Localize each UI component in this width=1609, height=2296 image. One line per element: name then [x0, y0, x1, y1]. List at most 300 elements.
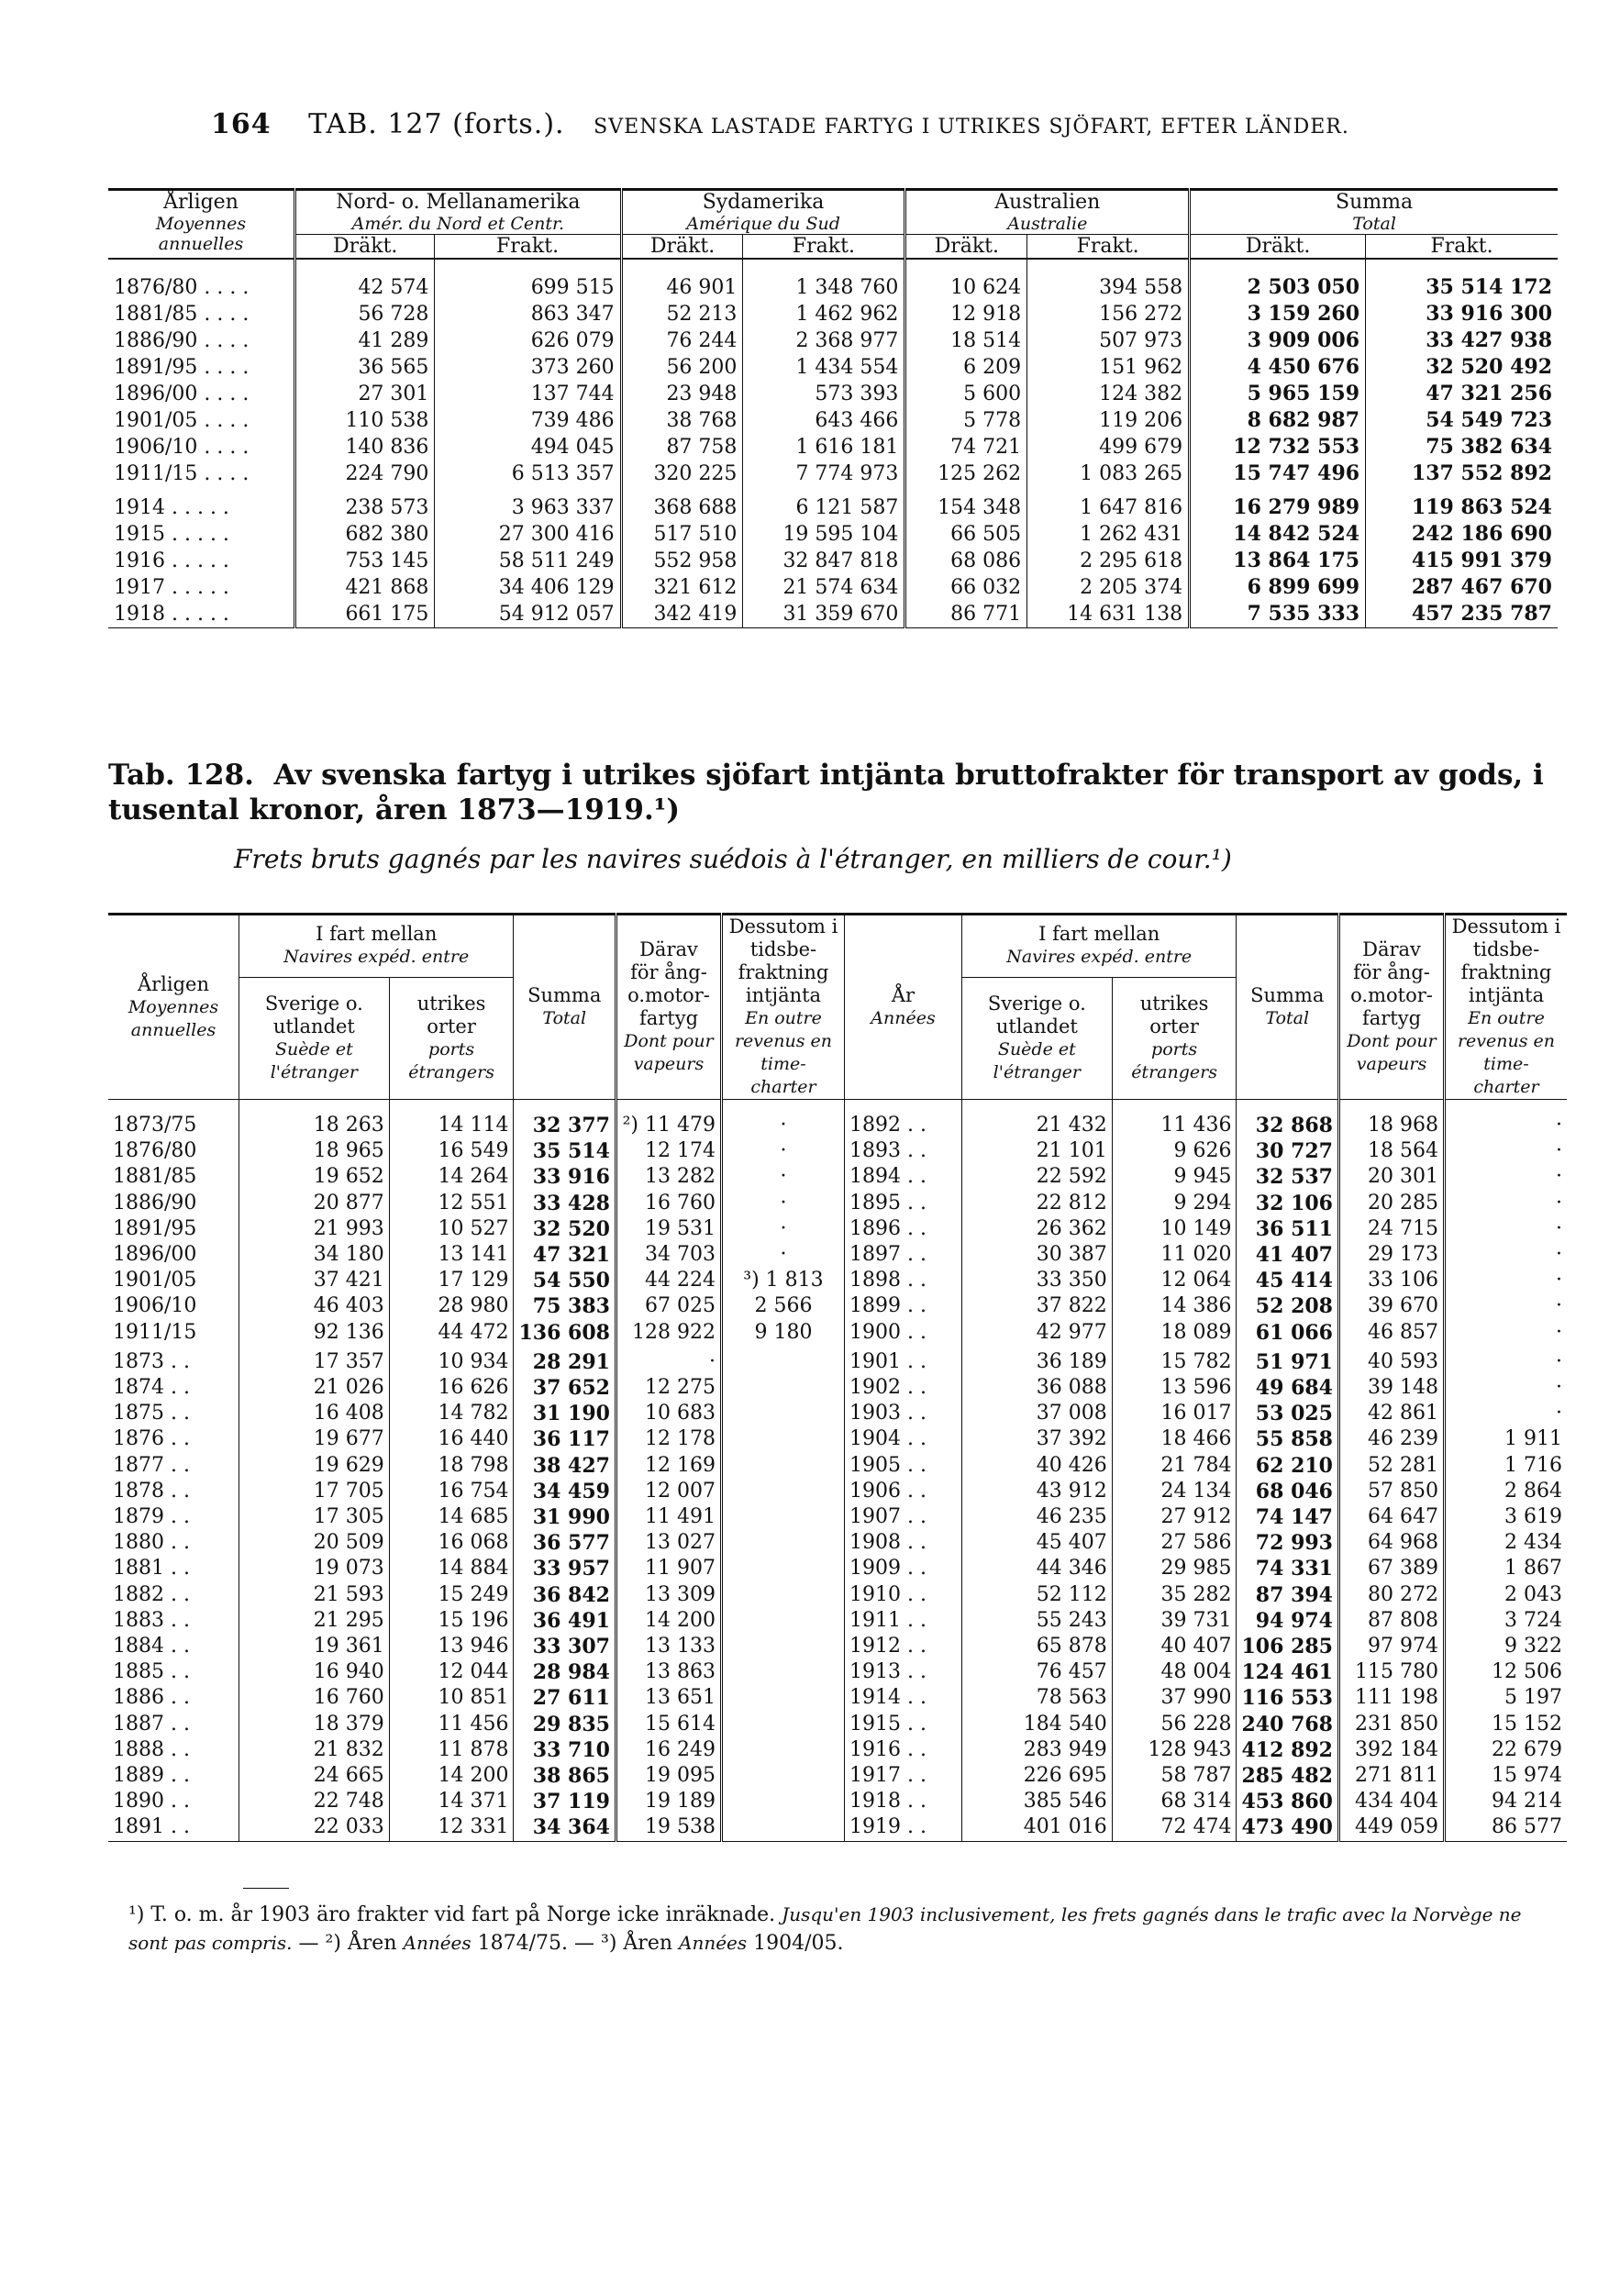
table-row [108, 1582, 1567, 1608]
cell-value: 94 214 [1445, 1789, 1568, 1814]
cell-value: 128 943 [1112, 1737, 1237, 1763]
cell-value: 56 228 [1112, 1712, 1237, 1737]
cell-value: · [1445, 1242, 1568, 1268]
table-row [108, 1556, 1567, 1581]
group-header-0: Nord- o. Mellanamerika Amér. du Nord et Centr. [295, 190, 622, 235]
cell-value: 31 190 [514, 1401, 616, 1426]
table-row [108, 1608, 1567, 1634]
cell-value: 23 948 [621, 381, 743, 407]
col-summa-header-right: Summa Total [1237, 915, 1339, 1100]
col-year-header-left: Årligen Moyennes annuelles [108, 915, 239, 1100]
cell-value: 29 173 [1339, 1242, 1445, 1268]
cell-value: 285 482 [1237, 1763, 1339, 1789]
cell-value: 17 357 [239, 1349, 390, 1375]
cell-value: 27 300 416 [435, 521, 621, 548]
cell-value [721, 1582, 844, 1608]
cell-value: 154 348 [905, 494, 1027, 521]
row-year: 1886 . . [113, 1686, 190, 1710]
row-year: 1876/80 [113, 1139, 197, 1163]
cell-value: 20 877 [239, 1191, 390, 1216]
cell-value: 36 511 [1237, 1216, 1339, 1242]
footnote-1: ¹) T. o. m. år 1903 äro frakter vid fart på Norge icke inräknade. [128, 1903, 776, 1926]
cell-value: 453 860 [1237, 1789, 1339, 1814]
cell-value: 373 260 [435, 354, 621, 381]
cell-value: 111 198 [1339, 1685, 1445, 1711]
cell-value: 13 651 [616, 1685, 721, 1711]
cell-value: 2 205 374 [1027, 574, 1190, 601]
cell-value: 32 106 [1237, 1191, 1339, 1216]
row-year: 1906/10 [113, 1294, 197, 1318]
cell-value [721, 1504, 844, 1530]
cell-value: 38 865 [514, 1763, 616, 1789]
col-year-header: Årligen Moyennes annuelles [108, 190, 295, 260]
cell-value: 37 421 [239, 1268, 390, 1293]
cell-value: 2 295 618 [1027, 548, 1190, 574]
running-header [211, 108, 1349, 140]
cell-value: 231 850 [1339, 1712, 1445, 1737]
cell-value: 12 044 [389, 1659, 514, 1685]
cell-value: 33 428 [514, 1191, 616, 1216]
row-year: 1912 . . [844, 1634, 961, 1659]
cell-value: 36 491 [514, 1608, 616, 1634]
cell-value: · [721, 1113, 844, 1138]
cell-value: 65 878 [961, 1634, 1112, 1659]
row-year: 1873/75 [113, 1114, 197, 1137]
cell-value: 449 059 [1339, 1814, 1445, 1841]
cell-value: 6 899 699 [1190, 574, 1366, 601]
cell-value: · [721, 1138, 844, 1164]
row-year: 1903 . . [844, 1401, 961, 1426]
table-row [108, 1659, 1567, 1685]
cell-value: · [1445, 1138, 1568, 1164]
cell-value: 18 089 [1112, 1320, 1237, 1349]
cell-value: 33 710 [514, 1737, 616, 1763]
cell-value: 1 434 554 [743, 354, 905, 381]
cell-value [721, 1608, 844, 1634]
cell-value: 30 727 [1237, 1138, 1339, 1164]
cell-value: 16 760 [616, 1191, 721, 1216]
cell-value: 184 540 [961, 1712, 1112, 1737]
row-year: 1900 . . [844, 1320, 961, 1349]
cell-value: 394 558 [1027, 274, 1190, 301]
cell-value: 16 754 [389, 1479, 514, 1504]
row-year: 1914 . . . . . [114, 496, 229, 519]
cell-value: 75 383 [514, 1293, 616, 1319]
table-128-title: Tab. 128. Av svenska fartyg i utrikes sjöfart intjänta bruttofrakter för transport av gods, i tusental kronor, åren 1873—1919.¹) [108, 759, 1544, 826]
footnote-2: — ²) Åren [298, 1932, 397, 1955]
cell-value: 18 968 [1339, 1113, 1445, 1138]
cell-value: 13 863 [616, 1659, 721, 1685]
cell-value [721, 1530, 844, 1556]
row-year: 1891/95 . . . . [114, 356, 250, 379]
cell-value: 21 593 [239, 1582, 390, 1608]
cell-value: 26 362 [961, 1216, 1112, 1242]
cell-value: 24 134 [1112, 1479, 1237, 1504]
col-utrikes-header-left: utrikes orter ports étrangers [389, 977, 514, 1099]
cell-value: 21 295 [239, 1608, 390, 1634]
cell-value: 19 595 104 [743, 521, 905, 548]
cell-value: 80 272 [1339, 1582, 1445, 1608]
cell-value: 52 281 [1339, 1453, 1445, 1479]
cell-value: 3 159 260 [1190, 301, 1366, 327]
row-year: 1885 . . [113, 1660, 190, 1684]
cell-value [721, 1426, 844, 1452]
cell-value: 2 503 050 [1190, 274, 1366, 301]
col-dessutom-header-left: Dessutom i tidsbe- fraktning intjänta En outre revenus en time-charter [721, 915, 844, 1100]
cell-value: 10 934 [389, 1349, 514, 1375]
cell-value: 14 685 [389, 1504, 514, 1530]
cell-value: 14 631 138 [1027, 601, 1190, 628]
row-year: 1907 . . [844, 1504, 961, 1530]
cell-value: 21 101 [961, 1138, 1112, 1164]
cell-value: 62 210 [1237, 1453, 1339, 1479]
cell-value: 19 095 [616, 1763, 721, 1789]
row-year: 1917 . . . . . [114, 576, 229, 599]
cell-value: 137 552 892 [1366, 460, 1558, 494]
cell-value: 242 186 690 [1366, 521, 1558, 548]
cell-value: 1 647 816 [1027, 494, 1190, 521]
cell-value: 36 189 [961, 1349, 1112, 1375]
row-year: 1906/10 . . . . [114, 436, 250, 459]
table-row [108, 1685, 1567, 1711]
cell-value: 13 282 [616, 1164, 721, 1190]
cell-value: 434 404 [1339, 1789, 1445, 1814]
cell-value: 16 408 [239, 1401, 390, 1426]
col-frakt: Frakt. [1027, 235, 1190, 260]
cell-value: 42 861 [1339, 1401, 1445, 1426]
table-128 [108, 913, 1567, 1842]
cell-value: 116 553 [1237, 1685, 1339, 1711]
cell-value: 3 724 [1445, 1608, 1568, 1634]
cell-value: 119 863 524 [1366, 494, 1558, 521]
cell-value: 46 901 [621, 274, 743, 301]
cell-value: 19 538 [616, 1814, 721, 1841]
cell-value: 385 546 [961, 1789, 1112, 1814]
cell-value: 46 403 [239, 1293, 390, 1319]
cell-value: 15 974 [1445, 1763, 1568, 1789]
cell-value: 37 822 [961, 1293, 1112, 1319]
row-year: 1893 . . [844, 1138, 961, 1164]
cell-value: 32 520 492 [1366, 354, 1558, 381]
cell-value: 40 407 [1112, 1634, 1237, 1659]
cell-value [721, 1737, 844, 1763]
cell-value: 16 549 [389, 1138, 514, 1164]
cell-value: 68 314 [1112, 1789, 1237, 1814]
cell-value: 37 119 [514, 1789, 616, 1814]
row-year: 1894 . . [844, 1164, 961, 1190]
cell-value: 87 808 [1339, 1608, 1445, 1634]
cell-value: 39 670 [1339, 1293, 1445, 1319]
group-header-1: Sydamerika Amérique du Sud [621, 190, 905, 235]
row-year: 1891 . . [113, 1815, 190, 1839]
cell-value: 124 461 [1237, 1659, 1339, 1685]
cell-value: 45 407 [961, 1530, 1112, 1556]
cell-value: 401 016 [961, 1814, 1112, 1841]
cell-value: 27 301 [295, 381, 435, 407]
cell-value: 46 857 [1339, 1320, 1445, 1349]
row-year: 1906 . . [844, 1479, 961, 1504]
row-year: 1873 . . [113, 1349, 190, 1373]
cell-value: 29 985 [1112, 1556, 1237, 1581]
cell-value: 33 957 [514, 1556, 616, 1581]
cell-value: 41 289 [295, 327, 435, 354]
cell-value: · [1445, 1268, 1568, 1293]
cell-value: 14 884 [389, 1556, 514, 1581]
col-sverige-header-left: Sverige o. utlandet Suède et l'étranger [239, 977, 390, 1099]
cell-value: 140 836 [295, 434, 435, 460]
cell-value: 39 731 [1112, 1608, 1237, 1634]
table-row [108, 1426, 1567, 1452]
cell-value: 47 321 [514, 1242, 616, 1268]
cell-value: 13 133 [616, 1634, 721, 1659]
cell-value [721, 1401, 844, 1426]
cell-value: 36 117 [514, 1426, 616, 1452]
col-dessutom-header-right: Dessutom i tidsbe- fraktning intjänta En outre revenus en time-charter [1445, 915, 1568, 1100]
table-row [108, 381, 1558, 407]
row-year: 1911/15 . . . . [114, 462, 250, 485]
cell-value: 739 486 [435, 407, 621, 434]
cell-value: 20 301 [1339, 1164, 1445, 1190]
footnote-1-fr: Jusqu'en 1903 inclusivement, les frets gagnés dans le trafic avec la Norvège ne sont pas compris. [128, 1903, 1522, 1954]
cell-value: 9 294 [1112, 1191, 1237, 1216]
cell-value: 9 945 [1112, 1164, 1237, 1190]
row-year: 1891/95 [113, 1216, 197, 1240]
row-year: 1918 . . [844, 1789, 961, 1814]
row-year: 1916 . . [844, 1737, 961, 1763]
cell-value: 19 629 [239, 1453, 390, 1479]
cell-value: 34 180 [239, 1242, 390, 1268]
table-row [108, 460, 1558, 494]
cell-value: · [1445, 1113, 1568, 1138]
cell-value: 30 387 [961, 1242, 1112, 1268]
cell-value: 92 136 [239, 1320, 390, 1349]
cell-value: 24 715 [1339, 1216, 1445, 1242]
cell-value: 106 285 [1237, 1634, 1339, 1659]
table-row [108, 1242, 1567, 1268]
group-header-2: Australien Australie [905, 190, 1190, 235]
row-year: 1911/15 [113, 1320, 197, 1344]
cell-value: 74 331 [1237, 1556, 1339, 1581]
cell-value: 97 974 [1339, 1634, 1445, 1659]
cell-value: 240 768 [1237, 1712, 1339, 1737]
cell-value: 19 652 [239, 1164, 390, 1190]
row-year: 1901/05 [113, 1269, 197, 1292]
table-row [108, 301, 1558, 327]
cell-value: 86 771 [905, 601, 1027, 628]
col-drakt: Dräkt. [295, 235, 435, 260]
cell-value: 40 426 [961, 1453, 1112, 1479]
table-row [108, 1479, 1567, 1504]
cell-value: 49 684 [1237, 1375, 1339, 1401]
cell-value: 12 169 [616, 1453, 721, 1479]
cell-value: 136 608 [514, 1320, 616, 1349]
cell-value: 67 025 [616, 1293, 721, 1319]
row-year: 1895 . . [844, 1191, 961, 1216]
row-year: 1918 . . . . . [114, 603, 229, 626]
cell-value: 44 346 [961, 1556, 1112, 1581]
cell-value: 287 467 670 [1366, 574, 1558, 601]
row-year: 1892 . . [844, 1113, 961, 1138]
row-year: 1888 . . [113, 1737, 190, 1761]
cell-value: 3 909 006 [1190, 327, 1366, 354]
table-row [108, 1712, 1567, 1737]
cell-value: 18 514 [905, 327, 1027, 354]
cell-value: 2 864 [1445, 1479, 1568, 1504]
cell-value: 457 235 787 [1366, 601, 1558, 628]
cell-value: 119 206 [1027, 407, 1190, 434]
cell-value: 2 566 [721, 1293, 844, 1319]
row-year: 1910 . . [844, 1582, 961, 1608]
row-year: 1879 . . [113, 1505, 190, 1529]
cell-value: 33 427 938 [1366, 327, 1558, 354]
cell-value: 16 068 [389, 1530, 514, 1556]
cell-value: 24 665 [239, 1763, 390, 1789]
cell-value: 32 377 [514, 1113, 616, 1138]
cell-value: · [1445, 1320, 1568, 1349]
cell-value: 12 007 [616, 1479, 721, 1504]
cell-value: 33 916 300 [1366, 301, 1558, 327]
row-year: 1883 . . [113, 1608, 190, 1632]
row-year: 1876/80 . . . . [114, 276, 250, 299]
row-year: 1877 . . [113, 1453, 190, 1477]
cell-value: 661 175 [295, 601, 435, 628]
col-ar-header: År Années [844, 915, 961, 1100]
cell-value: 36 088 [961, 1375, 1112, 1401]
cell-value: 10 851 [389, 1685, 514, 1711]
cell-value: ²) 11 479 [616, 1113, 721, 1138]
cell-value: 1 867 [1445, 1556, 1568, 1581]
cell-value: 552 958 [621, 548, 743, 574]
cell-value: 72 993 [1237, 1530, 1339, 1556]
cell-value: 7 535 333 [1190, 601, 1366, 628]
row-year: 1886/90 . . . . [114, 329, 250, 352]
row-year: 1919 . . [844, 1814, 961, 1841]
row-year: 1890 . . [113, 1790, 190, 1814]
row-year: 1916 . . . . . [114, 549, 229, 572]
subheader-row [108, 235, 1558, 260]
cell-value: 6 121 587 [743, 494, 905, 521]
cell-value: 27 586 [1112, 1530, 1237, 1556]
cell-value: 58 787 [1112, 1763, 1237, 1789]
row-year: 1881/85 . . . . [114, 303, 250, 326]
cell-value: 21 026 [239, 1375, 390, 1401]
cell-value: 36 565 [295, 354, 435, 381]
cell-value: 128 922 [616, 1320, 721, 1349]
row-year: 1881 . . [113, 1557, 190, 1581]
col-summa-header-left: Summa Total [514, 915, 616, 1100]
row-year: 1882 . . [113, 1582, 190, 1606]
cell-value: 19 189 [616, 1789, 721, 1814]
cell-value: 12 551 [389, 1191, 514, 1216]
table-row [108, 354, 1558, 381]
cell-value: 13 864 175 [1190, 548, 1366, 574]
col-darav-header-left: Därav för ång- o.motor- fartyg Dont pour vapeurs [616, 915, 721, 1100]
row-year: 1886/90 [113, 1191, 197, 1215]
row-year: 1915 . . [844, 1712, 961, 1737]
cell-value: 11 491 [616, 1504, 721, 1530]
cell-value: 19 361 [239, 1634, 390, 1659]
cell-value: 54 912 057 [435, 601, 621, 628]
cell-value: 517 510 [621, 521, 743, 548]
footnotes: ¹) T. o. m. år 1903 äro frakter vid fart på Norge icke inräknade. Jusqu'en 1903 inclusivement, les frets gagnés dans le trafic avec la Norvège ne sont pas compris. — ²) Åren Années 1874/75. — ³) Åren Années 1904/05. [128, 1903, 1522, 1955]
cell-value: 18 965 [239, 1138, 390, 1164]
table-row [108, 1401, 1567, 1426]
cell-value: 22 812 [961, 1191, 1112, 1216]
table-row [108, 1814, 1567, 1841]
row-year: 1914 . . [844, 1685, 961, 1711]
cell-value: 16 626 [389, 1375, 514, 1401]
cell-value: 5 778 [905, 407, 1027, 434]
cell-value: 44 224 [616, 1268, 721, 1293]
cell-value: 15 614 [616, 1712, 721, 1737]
cell-value: 342 419 [621, 601, 743, 628]
col-frakt: Frakt. [435, 235, 621, 260]
cell-value: 14 371 [389, 1789, 514, 1814]
cell-value: 12 174 [616, 1138, 721, 1164]
cell-value: 46 235 [961, 1504, 1112, 1530]
cell-value: 34 703 [616, 1242, 721, 1268]
cell-value: 19 073 [239, 1556, 390, 1581]
cell-value: 494 045 [435, 434, 621, 460]
cell-value: 124 382 [1027, 381, 1190, 407]
row-year: 1917 . . [844, 1763, 961, 1789]
cell-value: 699 515 [435, 274, 621, 301]
cell-value: 16 249 [616, 1737, 721, 1763]
cell-value: 19 531 [616, 1216, 721, 1242]
row-year: 1909 . . [844, 1556, 961, 1581]
cell-value [721, 1453, 844, 1479]
table-row [108, 1320, 1567, 1349]
row-year: 1901 . . [844, 1349, 961, 1375]
table-row [108, 1164, 1567, 1190]
cell-value: 1 262 431 [1027, 521, 1190, 548]
cell-value: 16 760 [239, 1685, 390, 1711]
cell-value: 11 456 [389, 1712, 514, 1737]
cell-value: 12 506 [1445, 1659, 1568, 1685]
cell-value: · [1445, 1293, 1568, 1319]
cell-value [721, 1634, 844, 1659]
table-128-body [108, 1100, 1567, 1842]
cell-value: 28 291 [514, 1349, 616, 1375]
cell-value: 21 993 [239, 1216, 390, 1242]
footnote-divider [243, 1888, 289, 1889]
row-year: 1896/00 . . . . [114, 383, 250, 405]
table-127-body [108, 259, 1558, 628]
cell-value: 66 505 [905, 521, 1027, 548]
cell-value: 110 538 [295, 407, 435, 434]
row-year: 1899 . . [844, 1293, 961, 1319]
cell-value: 1 716 [1445, 1453, 1568, 1479]
row-year: 1915 . . . . . [114, 523, 229, 546]
cell-value: 21 784 [1112, 1453, 1237, 1479]
cell-value: 14 264 [389, 1164, 514, 1190]
cell-value: 47 321 256 [1366, 381, 1558, 407]
table-row [108, 1268, 1567, 1293]
cell-value: 17 129 [389, 1268, 514, 1293]
cell-value: 626 079 [435, 327, 621, 354]
cell-value: 421 868 [295, 574, 435, 601]
cell-value: 226 695 [961, 1763, 1112, 1789]
table-row [108, 1737, 1567, 1763]
table-row [108, 494, 1558, 521]
cell-value: 5 965 159 [1190, 381, 1366, 407]
cell-value: 76 457 [961, 1659, 1112, 1685]
cell-value: 46 239 [1339, 1426, 1445, 1452]
cell-value [721, 1814, 844, 1841]
cell-value: 7 774 973 [743, 460, 905, 494]
cell-value: 68 086 [905, 548, 1027, 574]
cell-value: 87 394 [1237, 1582, 1339, 1608]
